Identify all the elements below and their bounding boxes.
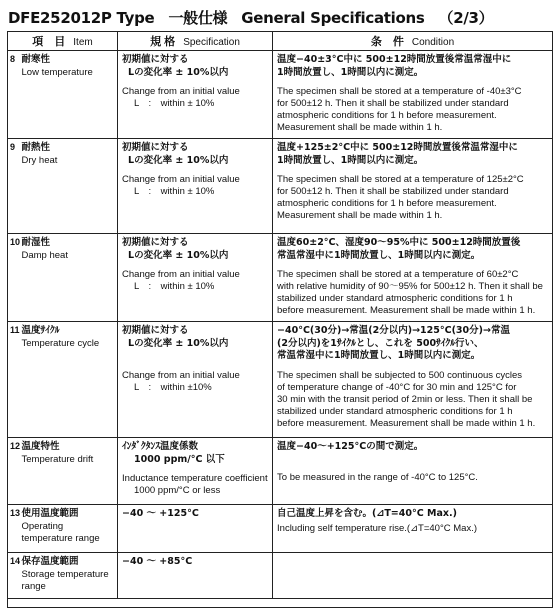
table-row [8,139,553,234]
item-name-jp: 耐寒性 [21,54,51,65]
item-name-en: Damp heat [21,249,68,261]
condition-cell [273,51,553,139]
row-number: 10 [8,234,22,322]
condition-line: stabilized under standard atmospheric conditions for 1 h [277,293,513,304]
condition-line: 温度−40〜+125°Cの間で測定。 [277,441,424,452]
condition-cell [273,553,553,599]
spec-cell [118,505,273,553]
condition-line: 温度+125±2°C中に 500±12時間放置後常温常湿中に [277,142,518,153]
item-name-jp: 使用温度範囲 [21,508,79,519]
title-en: General Specifications [241,9,425,27]
condition-cell [273,234,553,322]
table-row [8,553,553,599]
condition-cell [273,322,553,438]
spec-cell [118,553,273,599]
condition-line: To be measured in the range of -40°C to 125°C. [277,471,478,483]
condition-line: 30 min with the transit period of 2min or less. Then it shall be [277,393,533,405]
row-number: 11 [8,322,22,438]
item-name-en: Temperature drift [21,453,94,465]
condition-line: The specimen shall be stored at a temperature of 125±2°C [277,174,524,185]
condition-line: 温度−40±3°C中に 500±12時間放置後常温常湿中に [277,54,512,65]
document-title [8,7,507,29]
item-cell [22,438,118,505]
spec-line: Change from an initial value [122,370,240,381]
spec-line: Lの変化率 ± 10%以内 [128,337,229,349]
spec-line: L : within ± 10% [134,281,215,292]
item-name-en: Operating temperature range [21,520,100,544]
spec-line: 初期値に対する [122,325,189,336]
condition-line: The specimen shall be stored at a temperature of 60±2°C [277,269,519,280]
table-row [8,51,553,139]
condition-line: 常温常湿中に1時間放置し、1時間以内に測定。 [277,350,481,361]
item-name-en: Dry heat [21,154,58,166]
spec-line: L : within ± 10% [134,186,215,197]
item-name-jp: 温度ｻｲｸﾙ [21,325,60,336]
item-cell [22,553,118,599]
spec-line: L : within ± 10% [134,98,215,109]
condition-line: 常温常湿中に1時間放置し、1時間以内に測定。 [277,249,481,261]
item-cell [22,51,118,139]
row-number: 12 [8,438,22,505]
spec-line: 初期値に対する [122,54,189,65]
item-name-jp: 耐熱性 [21,142,51,153]
item-name-en: Low temperature [21,66,93,78]
condition-line: (2分以内)を1ｻｲｸﾙとし、これを 500ｻｲｸﾙ行い、 [277,337,484,349]
spec-cell [118,438,273,505]
spec-line: 1000 ppm/°C 以下 [134,453,225,465]
condition-line: 温度60±2°C、湿度90〜95%中に 500±12時間放置後 [277,237,521,248]
row-number: 9 [8,139,22,234]
condition-cell [273,505,553,553]
spec-line: Lの変化率 ± 10%以内 [128,249,229,261]
item-cell [22,234,118,322]
condition-line: for 500±12 h. Then it shall be stabilized under standard [277,186,509,197]
condition-cell [273,438,553,505]
spec-table [7,31,553,608]
item-name-jp: 保存温度範囲 [21,556,79,567]
item-cell [22,322,118,438]
title-jp: 一般仕様 [168,9,228,27]
condition-line: 自己温度上昇を含む。(⊿T=40°C Max.) [277,508,457,519]
condition-line: of temperature change of -40°C for 30 min and 125°C for [277,381,517,393]
condition-cell [273,139,553,234]
condition-line: stabilized under standard atmospheric conditions for 1 h [277,405,513,417]
row-number: 13 [8,505,22,553]
condition-line: before measurement. Measurement shall be made within 1 h. [277,305,536,316]
spec-line: −40 〜 +125°C [122,508,199,519]
condition-line: 1時間放置し、1時間以内に測定。 [277,154,424,166]
table-row [8,234,553,322]
spec-line: ｲﾝﾀﾞｸﾀﾝｽ温度係数 [122,441,199,452]
header-item: 項 目 Item [8,32,118,51]
spec-line: 1000 ppm/°C or less [134,485,221,496]
condition-line: Measurement shall be made within 1 h. [277,122,443,133]
row-number: 8 [8,51,22,139]
spec-cell [118,139,273,234]
item-cell [22,139,118,234]
title-page: （2/3） [438,9,494,27]
spec-cell [118,234,273,322]
condition-line: The specimen shall be subjected to 500 continuous cycles [277,369,523,381]
header-spec: 規 格 Specification [118,32,273,51]
spec-line: L : within ±10% [134,382,212,393]
condition-line: before measurement. Measurement shall be made within 1 h. [277,417,536,429]
spec-cell [118,322,273,438]
spec-line: Inductance temperature coefficient [122,473,268,484]
spec-line: Change from an initial value [122,269,240,280]
spec-line: Change from an initial value [122,86,240,97]
condition-line: Measurement shall be made within 1 h. [277,210,443,221]
spec-line: Change from an initial value [122,174,240,185]
row-number: 14 [8,553,22,599]
spec-line: Lの変化率 ± 10%以内 [128,66,229,78]
title-type: DFE252012P Type [8,9,155,27]
spec-line: Lの変化率 ± 10%以内 [128,154,229,166]
item-name-en: Temperature cycle [21,337,100,349]
spec-line: 初期値に対する [122,142,189,153]
condition-line: The specimen shall be stored at a temperature of -40±3°C [277,86,522,97]
item-cell [22,505,118,553]
condition-line: for 500±12 h. Then it shall be stabilized under standard [277,98,509,109]
condition-line: with relative humidity of 90〜95% for 500±12 h. Then it shall be [277,281,543,292]
condition-line: atmospheric conditions for 1 h before measurement. [277,198,497,209]
table-row [8,438,553,505]
spec-line: 初期値に対する [122,237,189,248]
table-row-empty [8,599,553,608]
table-row [8,505,553,553]
spec-line: −40 〜 +85°C [122,556,193,567]
item-name-en: Storage temperature range [21,568,109,592]
header-condition: 条 件 Condition [273,32,553,51]
condition-line: −40°C(30分)→常温(2分以内)→125°C(30分)→常温 [277,325,510,336]
table-header [8,32,553,51]
condition-line: Including self temperature rise.(⊿T=40°C Max.) [277,522,478,534]
item-name-jp: 温度特性 [21,441,60,452]
empty-cell [8,599,553,608]
condition-line: atmospheric conditions for 1 h before measurement. [277,110,497,121]
item-name-jp: 耐湿性 [21,237,51,248]
spec-cell [118,51,273,139]
table-row [8,322,553,438]
condition-line: 1時間放置し、1時間以内に測定。 [277,66,424,78]
